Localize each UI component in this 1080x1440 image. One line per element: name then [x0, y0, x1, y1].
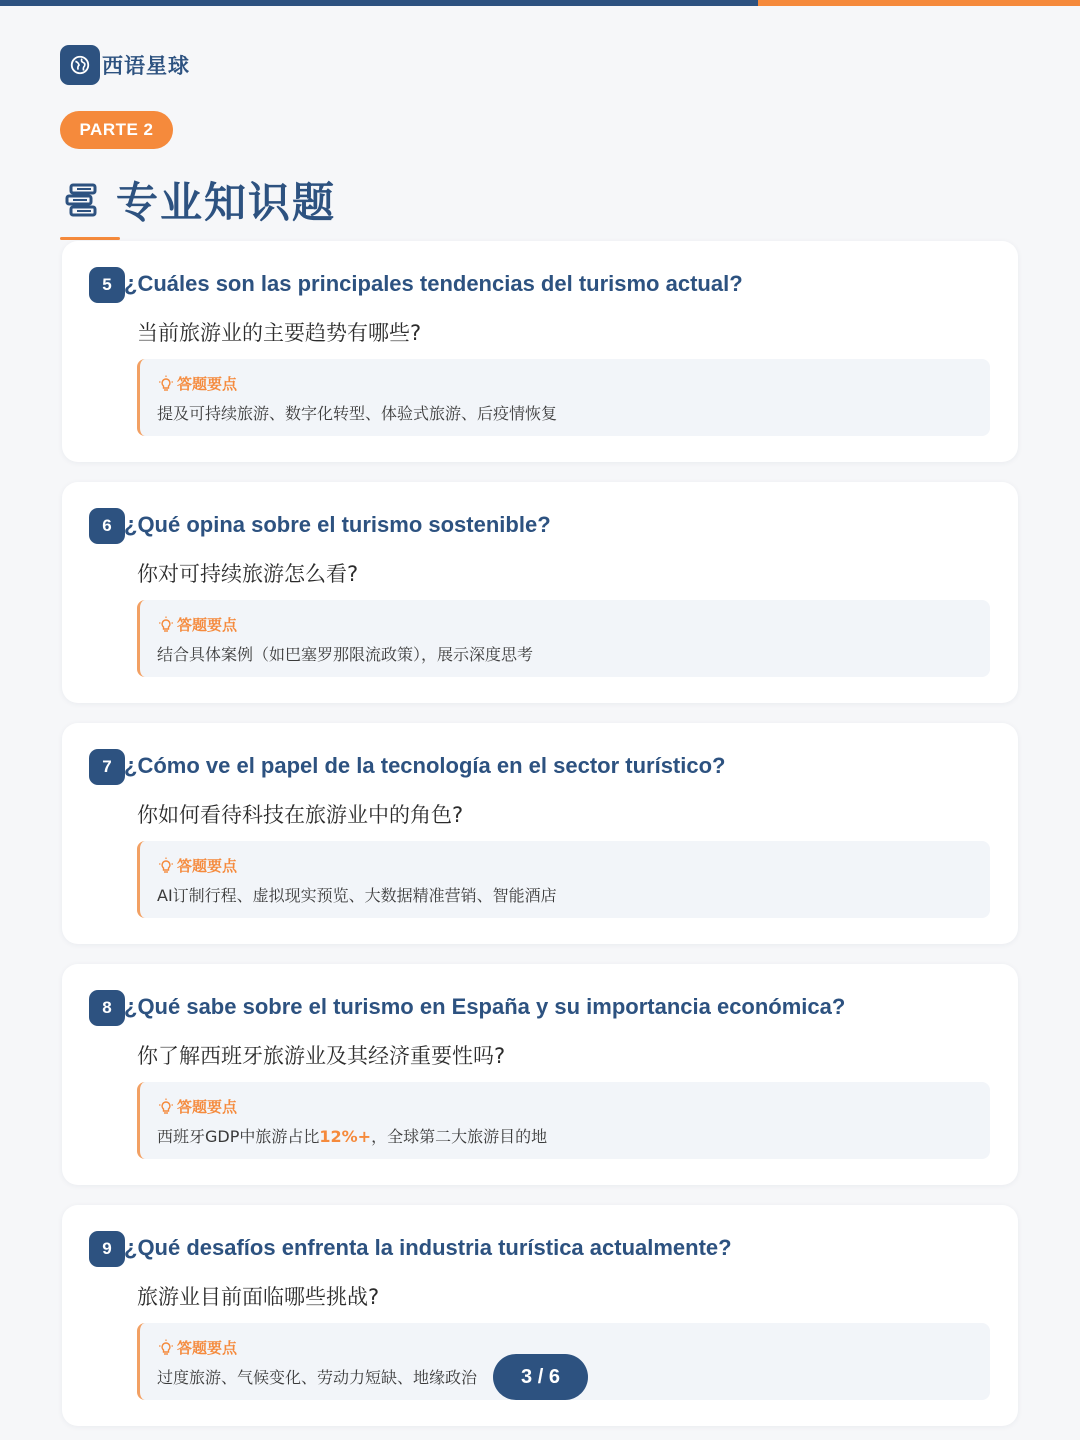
tip-text: 结合具体案例（如巴塞罗那限流政策），展示深度思考	[157, 645, 534, 664]
tip-text-after: ，全球第二大旅游目的地	[371, 1127, 548, 1146]
section-title: 专业知识题	[116, 178, 337, 227]
tip-text	[157, 1124, 547, 1147]
question-chinese: 当前旅游业的主要趋势有哪些?	[137, 321, 422, 345]
books-icon	[62, 180, 102, 220]
brand	[60, 45, 190, 85]
lightbulb-icon	[157, 375, 175, 393]
tip-highlight: 12%+	[319, 1127, 372, 1146]
question-card-8	[62, 964, 1018, 1185]
part-badge: PARTE 2	[60, 111, 173, 149]
question-spanish: ¿Qué desafíos enfrenta la industria turística actualmente?	[124, 1235, 732, 1260]
tip-header	[157, 855, 237, 876]
answer-tip-box	[137, 841, 990, 918]
tip-header	[157, 373, 237, 394]
globe-icon	[60, 45, 100, 85]
tip-header	[157, 1096, 237, 1117]
question-card-5	[62, 241, 1018, 462]
tip-text: 过度旅游、气候变化、劳动力短缺、地缘政治	[157, 1368, 478, 1387]
question-chinese: 你对可持续旅游怎么看?	[137, 562, 359, 586]
progress-bar-blue-segment	[0, 0, 758, 6]
tip-header	[157, 1337, 237, 1358]
question-chinese: 旅游业目前面临哪些挑战?	[137, 1285, 380, 1309]
section-heading	[62, 170, 336, 230]
tip-text: 提及可持续旅游、数字化转型、体验式旅游、后疫情恢复	[157, 404, 558, 423]
answer-tip-box	[137, 359, 990, 436]
question-card-6	[62, 482, 1018, 703]
question-spanish: ¿Qué sabe sobre el turismo en España y su importancia económica?	[124, 994, 846, 1019]
tip-label: 答题要点	[177, 1339, 238, 1357]
tip-label: 答题要点	[177, 1098, 238, 1116]
question-spanish: ¿Qué opina sobre el turismo sostenible?	[124, 512, 551, 537]
brand-name: 西语星球	[102, 54, 190, 78]
progress-bar-orange-segment	[758, 0, 1080, 6]
tip-text: AI订制行程、虚拟现实预览、大数据精准营销、智能酒店	[157, 886, 557, 905]
question-chinese: 你如何看待科技在旅游业中的角色?	[137, 803, 464, 827]
question-number: 8	[89, 990, 125, 1026]
tip-text-before: 西班牙GDP中旅游占比	[157, 1127, 320, 1146]
top-progress-bar	[0, 0, 1080, 6]
tip-label: 答题要点	[177, 375, 238, 393]
question-number: 6	[89, 508, 125, 544]
question-chinese: 你了解西班牙旅游业及其经济重要性吗?	[137, 1044, 506, 1068]
answer-tip-box	[137, 1082, 990, 1159]
answer-tip-box	[137, 600, 990, 677]
title-underline	[60, 237, 120, 240]
question-number: 9	[89, 1231, 125, 1267]
question-number: 5	[89, 267, 125, 303]
page-indicator[interactable]: 3 / 6	[493, 1354, 588, 1400]
question-spanish: ¿Cuáles son las principales tendencias del turismo actual?	[124, 271, 743, 296]
tip-header	[157, 614, 237, 635]
lightbulb-icon	[157, 616, 175, 634]
lightbulb-icon	[157, 1339, 175, 1357]
question-number: 7	[89, 749, 125, 785]
question-card-7	[62, 723, 1018, 944]
tip-label: 答题要点	[177, 616, 238, 634]
lightbulb-icon	[157, 1098, 175, 1116]
question-spanish: ¿Cómo ve el papel de la tecnología en el sector turístico?	[124, 753, 726, 778]
tip-label: 答题要点	[177, 857, 238, 875]
lightbulb-icon	[157, 857, 175, 875]
